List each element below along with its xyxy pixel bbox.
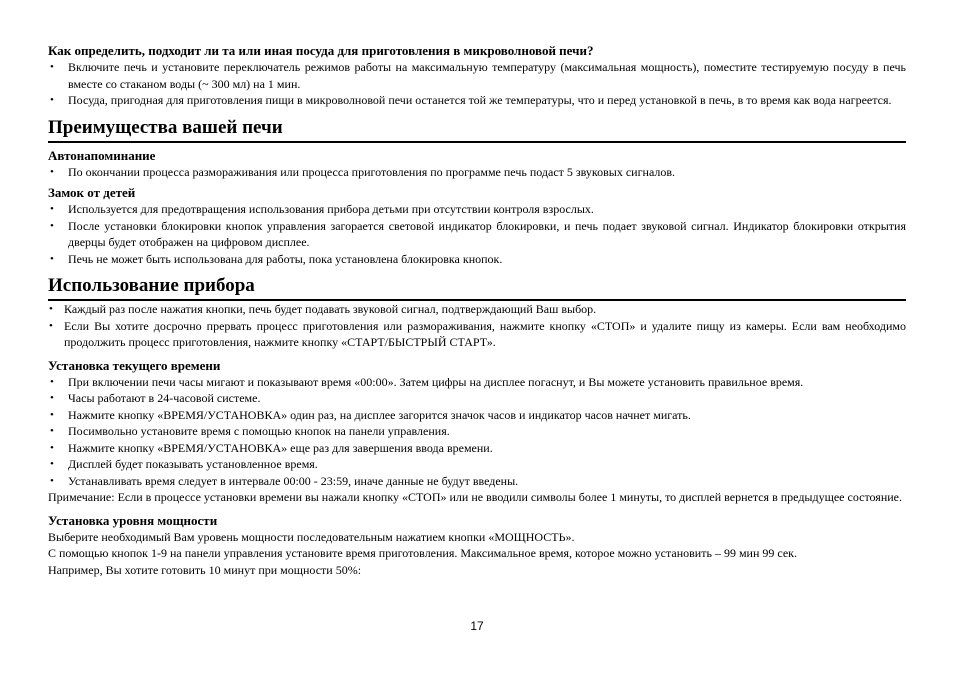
usage-list [48,301,906,351]
list-item: • Печь не может быть использована для работы, пока установлена блокировка кнопок. [50,251,503,266]
list-item: • Устанавливать время следует в интервале 00:00 - 23:59, иначе данные не будут введены. [50,473,519,488]
bullet-icon: • [50,165,54,178]
list-item: • Дисплей будет показывать установленное время. [50,457,318,471]
bullet-icon: • [50,252,54,265]
bullet-icon: • [50,408,54,421]
list-item: • Каждый раз после нажатия кнопки, печь будет подавать звуковой сигнал, подтверждающий Ваш выбор. [49,302,597,316]
page-content [48,42,906,578]
list-item: • Посуда, пригодная для приготовления пищи в микроволновой печи останется той же температуры, что и перед установкой в печь, в то время как вода нагреется. [50,93,892,107]
list-item: • Посимвольно установите время с помощью кнопок на панели управления. [50,424,450,438]
time-list [48,374,906,490]
bullet-icon: • [50,219,54,232]
bullet-icon: • [50,425,54,437]
subheading-power: Установка уровня мощности [48,512,218,528]
list-item: • При включении печи часы мигают и показывают время «00:00». Затем цифры на дисплее погаснут, и Вы можете установить правильное время. [50,374,804,389]
bullet-icon: • [50,474,54,487]
bullet-icon: • [50,441,54,454]
subheading-time: Установка текущего времени [48,357,221,373]
power-line: С помощью кнопок 1-9 на панели управления установите время приготовления. Максимальное время, которое можно установить – 99 мин 99 сек. [48,546,798,560]
list-item: • Если Вы хотите досрочно прервать процесс приготовления или размораживания, нажмите кнопку «СТОП» и удалите пищу из камеры. Если вам необходимо продолжить процесс приготовления, нажмите кнопку «СТАРТ/БЫСТРЫЙ СТАРТ». [49,318,906,349]
list-item: • После установки блокировки кнопок управления загорается световой индикатор блокировки, и печь подает звуковой сигнал. Индикатор блокировки открытия дверцы будет отображен на цифровом дисплее. [50,218,906,249]
bullet-icon: • [50,392,54,404]
question-list [48,59,906,109]
list-item: • По окончании процесса размораживания или процесса приготовления по программе печь подаст 5 звуковых сигналов. [50,164,676,179]
bullet-icon: • [50,61,54,73]
subheading-reminder: Автонапоминание [48,147,156,163]
childlock-list [48,201,906,267]
bullet-icon: • [49,319,53,332]
bullet-icon: • [50,94,54,106]
power-line: Выберите необходимый Вам уровень мощности последовательным нажатием кнопки «МОЩНОСТЬ». [48,529,575,544]
time-note: Примечание: Если в процессе установки времени вы нажали кнопку «СТОП» или не вводили символы более 1 минуты, то дисплей вернется в предыдущее состояние. [48,490,902,504]
reminder-list [48,164,906,181]
section-heading-usage: Использование прибора [48,275,906,301]
question-title: Как определить, подходит ли та или иная посуда для приготовления в микроволновой печи? [48,43,594,58]
list-item: • Нажмите кнопку «ВРЕМЯ/УСТАНОВКА» один раз, на дисплее загорится значок часов и индикатор часов начнет мигать. [50,407,691,422]
bullet-icon: • [50,203,54,215]
bullet-icon: • [50,458,54,470]
list-item: • Часы работают в 24-часовой системе. [50,391,261,405]
list-item: • Используется для предотвращения использования прибора детьми при отсутствии контроля взрослых. [50,202,594,216]
bullet-icon: • [50,375,54,388]
section-heading-advantages: Преимущества вашей печи [48,117,906,143]
subheading-childlock: Замок от детей [48,185,136,200]
list-item: • Нажмите кнопку «ВРЕМЯ/УСТАНОВКА» еще раз для завершения ввода времени. [50,440,493,455]
list-item: • Включите печь и установите переключатель режимов работы на максимальную температуру (максимальная мощность), поместите тестируемую посуду в печь вместе со стаканом воды (~ 300 мл) на 1 мин. [50,60,906,91]
page-number: 17 [470,619,484,633]
bullet-icon: • [49,303,53,315]
power-line: Например, Вы хотите готовить 10 минут при мощности 50%: [48,562,362,577]
